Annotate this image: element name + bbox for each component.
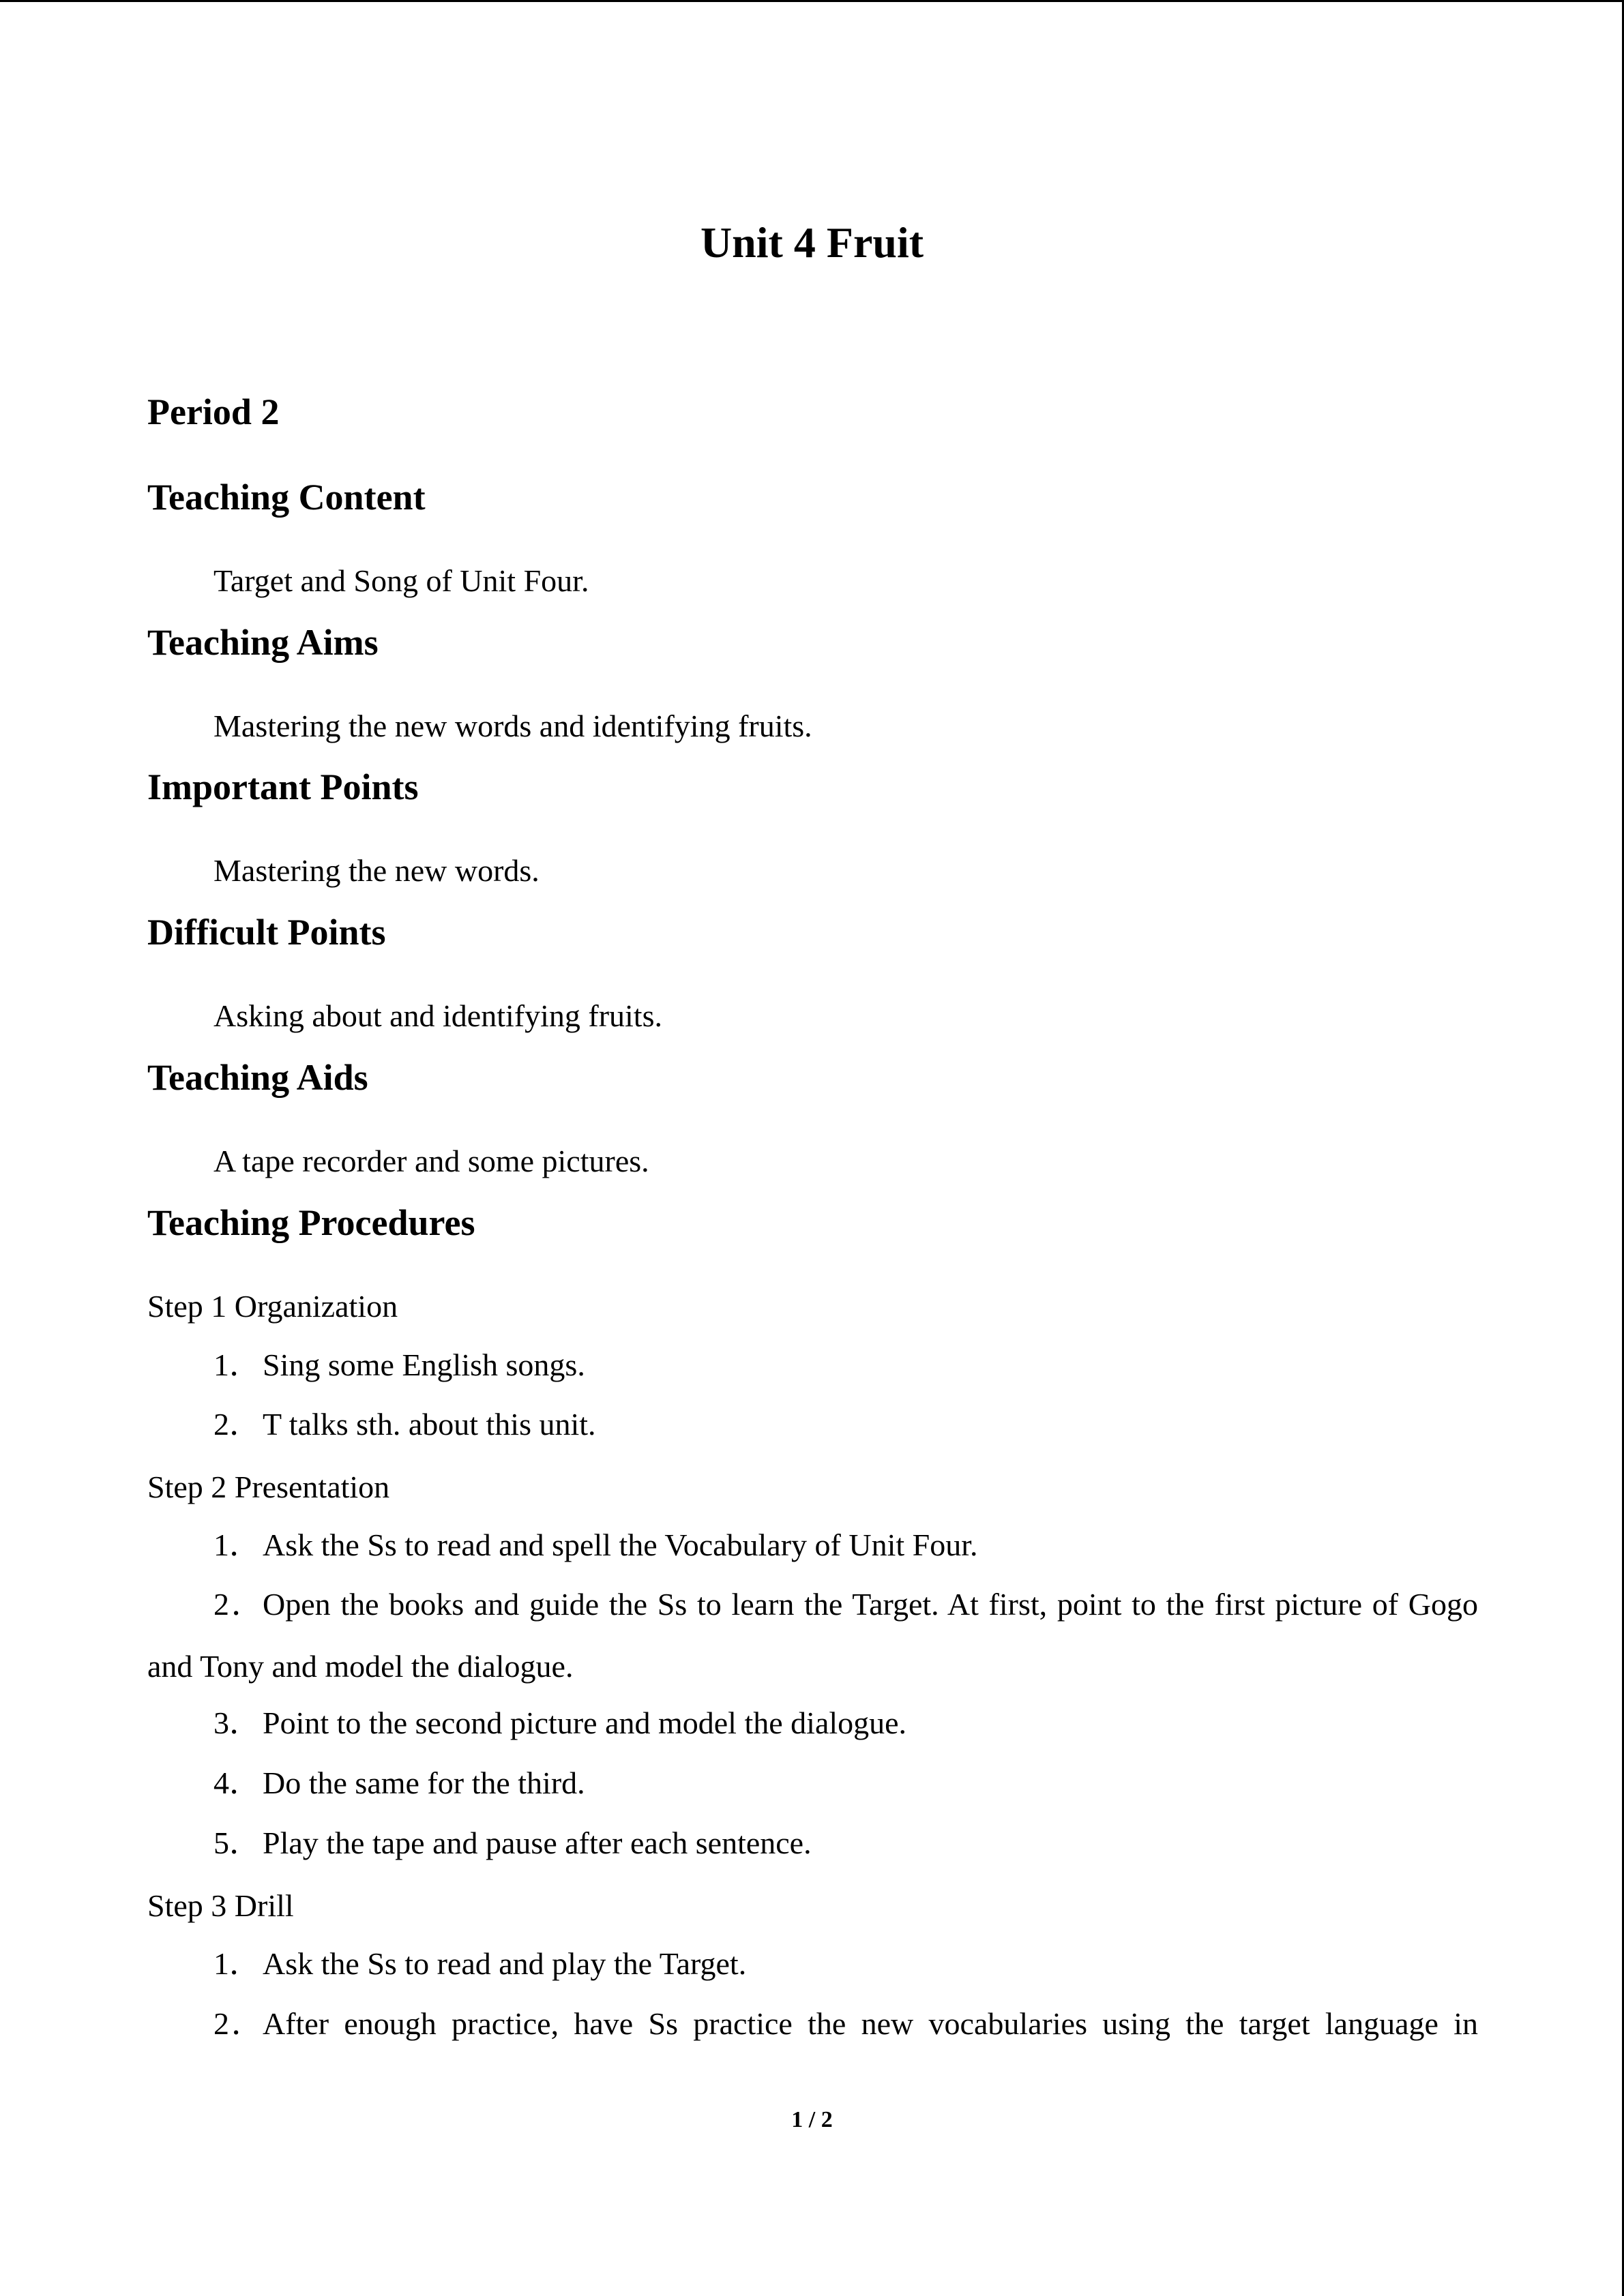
list-item-continuation: and Tony and model the dialogue. (147, 1649, 574, 1684)
list-item (213, 1823, 812, 1864)
list-item (213, 1345, 585, 1386)
step-title: Step 2 Presentation (147, 1470, 390, 1504)
list-item-number: 2． (213, 1587, 263, 1622)
list-item-number: 1． (213, 1946, 261, 1981)
section-heading-teaching-aids: Teaching Aids (147, 1057, 368, 1098)
list-item (213, 2003, 1478, 2044)
section-heading-difficult-points: Difficult Points (147, 912, 386, 953)
list-item-text: Play the tape and pause after each sentence. (263, 1825, 812, 1860)
section-heading-teaching-aims: Teaching Aims (147, 622, 379, 663)
list-item (213, 1703, 906, 1744)
list-item (213, 1525, 978, 1566)
section-text-difficult-points: Asking about and identifying fruits. (213, 998, 662, 1033)
list-item-text: Open the books and guide the Ss to learn the Target. At first, point to the first picture of Gogo (263, 1587, 1478, 1622)
list-item (213, 1943, 746, 1984)
list-item-number: 1． (213, 1347, 261, 1382)
list-item-number: 5． (213, 1825, 261, 1860)
list-item-text: Point to the second picture and model the dialogue. (263, 1705, 907, 1740)
list-item (213, 1763, 585, 1804)
section-text-teaching-aims: Mastering the new words and identifying fruits. (213, 709, 812, 743)
list-item-text: Sing some English songs. (263, 1347, 585, 1382)
section-text-teaching-content: Target and Song of Unit Four. (213, 563, 589, 598)
step-title: Step 1 Organization (147, 1289, 398, 1324)
list-item-text: Ask the Ss to read and spell the Vocabulary of Unit Four. (263, 1527, 978, 1562)
section-heading-teaching-content: Teaching Content (147, 477, 426, 518)
list-item-number: 2． (213, 2006, 263, 2041)
list-item-number: 4． (213, 1765, 261, 1800)
step-title: Step 3 Drill (147, 1888, 294, 1923)
section-text-teaching-aids: A tape recorder and some pictures. (213, 1144, 649, 1178)
list-item-text: Ask the Ss to read and play the Target. (263, 1946, 747, 1981)
document-title: Unit 4 Fruit (700, 218, 924, 267)
section-text-important-points: Mastering the new words. (213, 853, 540, 888)
list-item (213, 1404, 596, 1445)
list-item-text: After enough practice, have Ss practice the new vocabularies using the target language in (263, 2006, 1478, 2041)
list-item-number: 1． (213, 1527, 261, 1562)
procedures-heading: Teaching Procedures (147, 1202, 475, 1243)
list-item-number: 2． (213, 1407, 261, 1442)
list-item-text: Do the same for the third. (263, 1765, 585, 1800)
page-number: 1 / 2 (791, 2107, 833, 2132)
section-heading-important-points: Important Points (147, 766, 419, 807)
list-item-text: T talks sth. about this unit. (263, 1407, 596, 1442)
period-heading: Period 2 (147, 391, 280, 432)
list-item (213, 1584, 1478, 1625)
list-item-number: 3． (213, 1705, 261, 1740)
